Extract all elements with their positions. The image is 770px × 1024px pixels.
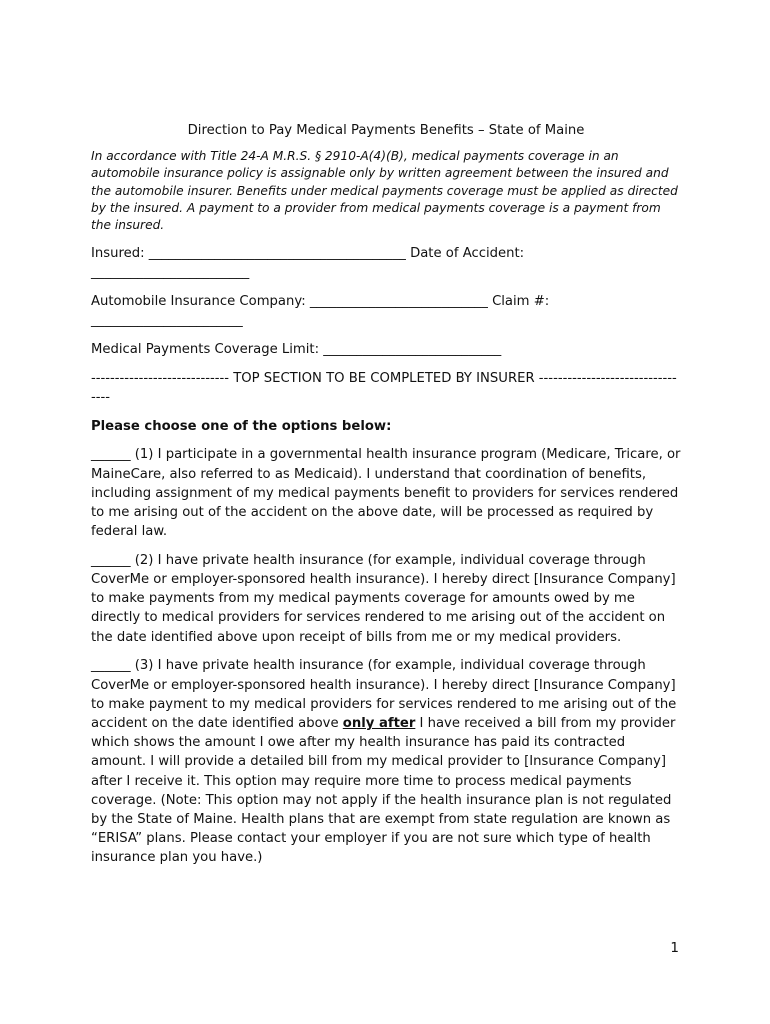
option-3-paragraph [91, 656, 681, 867]
document-content [91, 121, 681, 877]
option-3-emphasis: only after [342, 715, 416, 731]
option-3-text-before: ______ (3) I have private health insurance (for example, individual coverage through CoverMe or employer-sponsored health insurance). I hereby direct [Insurance Company] to make payment to my medical providers for services rendered to me arising out of the accident on the date identified above [91, 658, 677, 731]
option-2-paragraph: ______ (2) I have private health insurance (for example, individual coverage through CoverMe or employer-sponsored health insurance). I hereby direct [Insurance Company] to make payments from my medical payments coverage for amounts owed by me directly to medical providers for services rendered to me arising out of the accident on the date identified above upon receipt of bills from me or my medical providers. [91, 552, 676, 645]
document-title: Direction to Pay Medical Payments Benefits – State of Maine [187, 123, 585, 138]
insurance-company-field-line: Automobile Insurance Company: ___________________________ Claim #: _______________________ [91, 294, 550, 329]
page-number: 1 [670, 940, 679, 956]
coverage-limit-field-line: Medical Payments Coverage Limit: ___________________________ [91, 342, 502, 358]
options-heading: Please choose one of the options below: [91, 418, 392, 434]
insurer-section-divider: ----------------------------- TOP SECTION TO BE COMPLETED BY INSURER --------------------------------- [91, 370, 677, 405]
option-3-text-after: I have received a bill from my provider which shows the amount I owe after my health insurance has paid its contracted amount. I will provide a detailed bill from my medical provider to [Insurance Company] after I receive it. This option may require more time to process medical payments coverage. (Note: This option may not apply if the health insurance plan is not regulated by the State of Maine. Health plans that are exempt from state regulation are known as “ERISA” plans. Please contact your employer if you are not sure which type of health insurance plan you have.) [91, 715, 676, 866]
intro-paragraph: In accordance with Title 24-A M.R.S. § 2910-A(4)(B), medical payments coverage in an automobile insurance policy is assignable only by written agreement between the insured and the automobile insurer. Benefits under medical payments coverage must be applied as directed by the insured. A payment to a provider from medical payments coverage is a payment from the insured. [91, 149, 678, 233]
insured-field-line: Insured: _______________________________________ Date of Accident: ________________________ [91, 246, 525, 281]
option-1-paragraph: ______ (1) I participate in a governmental health insurance program (Medicare, Tricare, or MaineCare, also referred to as Medicaid). I understand that coordination of benefits, including assignment of my medical payments benefit to providers for services rendered to me arising out of the accident on the above date, will be processed as required by federal law. [91, 447, 681, 540]
